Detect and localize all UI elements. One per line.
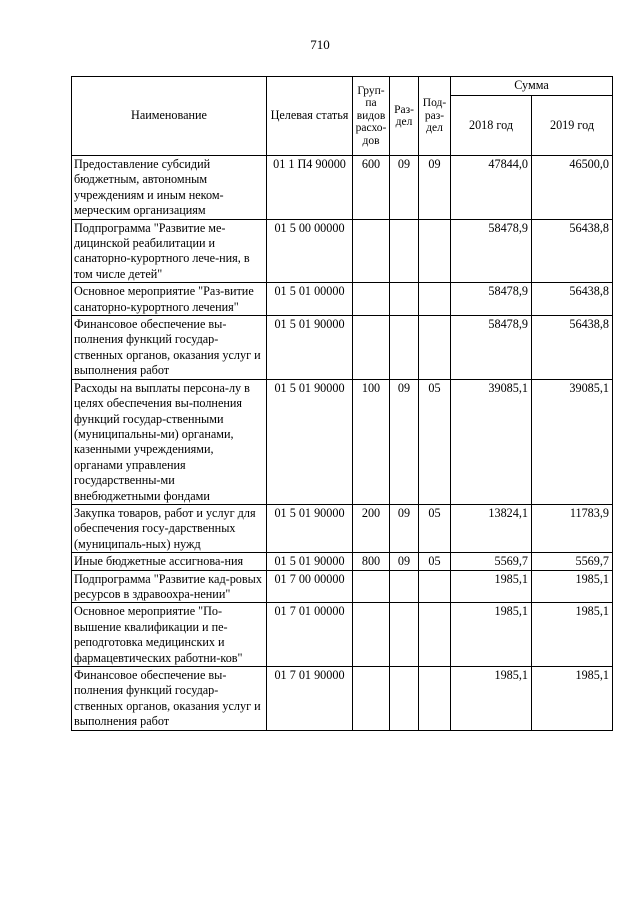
- header-2018: 2018 год: [451, 96, 532, 156]
- cell-section: [390, 603, 419, 667]
- cell-2018: 1985,1: [451, 570, 532, 603]
- cell-target: 01 5 01 90000: [267, 504, 353, 552]
- cell-subsection: [419, 219, 451, 283]
- cell-subsection: 05: [419, 504, 451, 552]
- cell-section: [390, 316, 419, 380]
- cell-name: Финансовое обеспечение вы-полнения функций государ-ственных органов, оказания услуг и выполнения работ: [72, 316, 267, 380]
- cell-subsection: [419, 603, 451, 667]
- cell-target: 01 5 01 00000: [267, 283, 353, 316]
- cell-2018: 58478,9: [451, 219, 532, 283]
- table-row: [72, 219, 613, 283]
- cell-2018: 47844,0: [451, 156, 532, 220]
- cell-name: Предоставление субсидий бюджетным, автономным учреждениям и иным неком-мерческим организациям: [72, 156, 267, 220]
- table-row: [72, 553, 613, 570]
- table-row: [72, 283, 613, 316]
- header-group: Груп-па видов расхо-дов: [353, 77, 390, 156]
- cell-section: 09: [390, 553, 419, 570]
- cell-name: Иные бюджетные ассигнова-ния: [72, 553, 267, 570]
- cell-subsection: [419, 570, 451, 603]
- cell-2018: 58478,9: [451, 316, 532, 380]
- cell-target: 01 1 П4 90000: [267, 156, 353, 220]
- table-row: [72, 504, 613, 552]
- cell-2018: 5569,7: [451, 553, 532, 570]
- cell-target: 01 5 01 90000: [267, 316, 353, 380]
- cell-target: 01 7 01 90000: [267, 667, 353, 731]
- cell-section: [390, 283, 419, 316]
- cell-group: [353, 667, 390, 731]
- cell-name: Закупка товаров, работ и услуг для обеспечения госу-дарственных (муниципаль-ных) нужд: [72, 504, 267, 552]
- cell-subsection: 05: [419, 553, 451, 570]
- cell-name: Основное мероприятие "Раз-витие санаторно-курортного лечения": [72, 283, 267, 316]
- cell-group: [353, 603, 390, 667]
- cell-group: 600: [353, 156, 390, 220]
- cell-section: 09: [390, 379, 419, 504]
- header-target: Целевая статья: [267, 77, 353, 156]
- cell-2018: 13824,1: [451, 504, 532, 552]
- table-row: [72, 667, 613, 731]
- cell-2019: 5569,7: [532, 553, 613, 570]
- cell-target: 01 5 01 90000: [267, 379, 353, 504]
- cell-group: 200: [353, 504, 390, 552]
- table-body: [72, 156, 613, 731]
- cell-group: 100: [353, 379, 390, 504]
- cell-target: 01 5 01 90000: [267, 553, 353, 570]
- cell-subsection: [419, 283, 451, 316]
- cell-2019: 39085,1: [532, 379, 613, 504]
- table-row: [72, 570, 613, 603]
- cell-group: [353, 283, 390, 316]
- cell-section: 09: [390, 504, 419, 552]
- cell-2019: 11783,9: [532, 504, 613, 552]
- cell-name: Расходы на выплаты персона-лу в целях обеспечения вы-полнения функций государ-ственными (муниципальны-ми) органами, казенными учреждениями, органами управления государственны-ми внебюджетными фондами: [72, 379, 267, 504]
- cell-section: 09: [390, 156, 419, 220]
- table-row: [72, 316, 613, 380]
- cell-section: [390, 570, 419, 603]
- cell-target: 01 5 00 00000: [267, 219, 353, 283]
- header-2019: 2019 год: [532, 96, 613, 156]
- cell-section: [390, 219, 419, 283]
- cell-2019: 1985,1: [532, 667, 613, 731]
- cell-2018: 1985,1: [451, 667, 532, 731]
- header-subsection: Под-раз-дел: [419, 77, 451, 156]
- cell-group: [353, 570, 390, 603]
- cell-target: 01 7 01 00000: [267, 603, 353, 667]
- cell-2019: 1985,1: [532, 603, 613, 667]
- budget-table: [71, 76, 613, 731]
- table-row: [72, 156, 613, 220]
- table-row: [72, 603, 613, 667]
- cell-section: [390, 667, 419, 731]
- cell-2019: 46500,0: [532, 156, 613, 220]
- cell-group: [353, 219, 390, 283]
- cell-group: 800: [353, 553, 390, 570]
- header-name: Наименование: [72, 77, 267, 156]
- cell-subsection: 09: [419, 156, 451, 220]
- cell-name: Финансовое обеспечение вы-полнения функций государ-ственных органов, оказания услуг и выполнения работ: [72, 667, 267, 731]
- table-header: [72, 77, 613, 156]
- cell-subsection: [419, 667, 451, 731]
- cell-2018: 39085,1: [451, 379, 532, 504]
- header-section: Раз-дел: [390, 77, 419, 156]
- cell-2018: 58478,9: [451, 283, 532, 316]
- table-row: [72, 379, 613, 504]
- page-number: 710: [310, 37, 330, 52]
- cell-group: [353, 316, 390, 380]
- cell-name: Подпрограмма "Развитие кад-ровых ресурсов в здравоохра-нении": [72, 570, 267, 603]
- cell-target: 01 7 00 00000: [267, 570, 353, 603]
- cell-name: Основное мероприятие "По-вышение квалификации и пе-реподготовка медицинских и фармацевтических работни-ков": [72, 603, 267, 667]
- cell-subsection: [419, 316, 451, 380]
- cell-subsection: 05: [419, 379, 451, 504]
- cell-2019: 56438,8: [532, 316, 613, 380]
- cell-2018: 1985,1: [451, 603, 532, 667]
- cell-2019: 56438,8: [532, 219, 613, 283]
- cell-2019: 56438,8: [532, 283, 613, 316]
- cell-2019: 1985,1: [532, 570, 613, 603]
- header-sum: Сумма: [451, 77, 613, 96]
- cell-name: Подпрограмма "Развитие ме-дицинской реабилитации и санаторно-курортного лече-ния, в том числе детей": [72, 219, 267, 283]
